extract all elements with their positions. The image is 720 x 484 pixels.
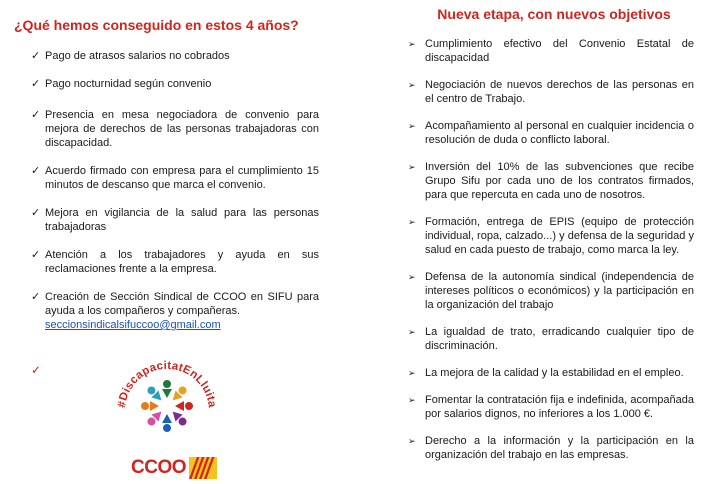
right-title: Nueva etapa, con nuevos objetivos xyxy=(437,6,671,22)
people-circle-icon xyxy=(141,380,193,432)
check-icon: ✓ xyxy=(31,78,41,90)
left-title: ¿Qué hemos conseguido en estos 4 años? xyxy=(14,17,299,33)
check-icon: ✓ xyxy=(31,109,41,121)
list-item: ➢ Acompañamiento al personal en cualquier incidencia o resolución de duda o conflicto laboral. xyxy=(408,120,694,146)
list-item: ➢ Negociación de nuevos derechos de las personas en el centro de Trabajo. xyxy=(408,79,694,105)
check-icon: ✓ xyxy=(31,50,41,62)
arrow-icon: ➢ xyxy=(408,80,416,90)
arrow-icon: ➢ xyxy=(408,162,416,172)
ccoo-brand: CCOO xyxy=(131,457,186,478)
arrow-icon: ➢ xyxy=(408,39,416,49)
left-column xyxy=(14,17,319,346)
arrow-icon: ➢ xyxy=(408,327,416,337)
list-item: ✓ Pago nocturnidad según convenio xyxy=(31,78,212,90)
right-column xyxy=(408,6,694,475)
arrow-icon: ➢ xyxy=(408,436,416,446)
arrow-icon: ➢ xyxy=(408,395,416,405)
list-item: ➢ Inversión del 10% de las subvenciones que recibe Grupo Sifu por cada uno de los contratos firmados, para que repercuta en cada uno de nosotros. xyxy=(408,161,694,201)
list-item: ✓ Pago de atrasos salarios no cobrados xyxy=(31,50,230,62)
list-item: ✓ Atención a los trabajadores y ayuda en sus reclamaciones frente a la empresa. xyxy=(31,249,319,275)
list-item: ➢ Fomentar la contratación fija e indefinida, acompañada por salarios dignos, no inferiores a los 1.000 €. xyxy=(408,394,694,420)
list-item: ➢ La mejora de la calidad y la estabilidad en el empleo. xyxy=(408,367,684,379)
list-item: ✓ Creación de Sección Sindical de CCOO en SIFU para ayuda a los compañeros y compañeras. seccionsindicalsifuccoo@gmail.com xyxy=(31,291,319,331)
list-item: ➢ Defensa de la autonomía sindical (independencia de intereses políticos o económicos) y la participación en la organización del trabajo xyxy=(408,271,694,311)
arrow-icon: ➢ xyxy=(408,272,416,282)
senyera-flag-icon xyxy=(189,457,217,479)
email-link[interactable]: seccionsindicalsifuccoo@gmail.com xyxy=(45,319,221,331)
objectives-list xyxy=(408,37,694,462)
list-item: ➢ Formación, entrega de EPIS (equipo de protección individual, ropa, calzado...) y defensa de la seguridad y salud en cada puesto de trabajo, como marca la ley. xyxy=(408,216,694,256)
achievements-list xyxy=(14,49,319,332)
logo-hashtag: #DiscapacitatEnLluita xyxy=(116,359,218,409)
discapacitat-logo xyxy=(112,350,222,442)
check-icon: ✓ xyxy=(31,207,41,219)
check-icon: ✓ xyxy=(31,165,41,177)
arrow-icon: ➢ xyxy=(408,368,416,378)
check-icon: ✓ xyxy=(31,249,41,261)
check-icon: ✓ xyxy=(31,291,41,303)
arrow-icon: ➢ xyxy=(408,217,416,227)
list-item: ➢ Derecho a la información y la participación en la organización del trabajo en las empresas. xyxy=(408,435,694,461)
list-item: ✓ Mejora en vigilancia de la salud para las personas trabajadoras xyxy=(31,207,319,233)
list-item: ➢ La igualdad de trato, erradicando cualquier tipo de discriminación. xyxy=(408,326,694,352)
check-icon: ✓ xyxy=(31,363,42,377)
arrow-icon: ➢ xyxy=(408,121,416,131)
list-item: ➢ Cumplimiento efectivo del Convenio Estatal de discapacidad xyxy=(408,38,694,64)
list-item: ✓ Presencia en mesa negociadora de convenio para mejora de derechos de las personas trabajadoras con discapacidad. xyxy=(31,109,319,149)
ccoo-logo xyxy=(131,456,217,480)
list-item: ✓ Acuerdo firmado con empresa para el cumplimiento 15 minutos de descanso que marca el convenio. xyxy=(31,165,319,191)
